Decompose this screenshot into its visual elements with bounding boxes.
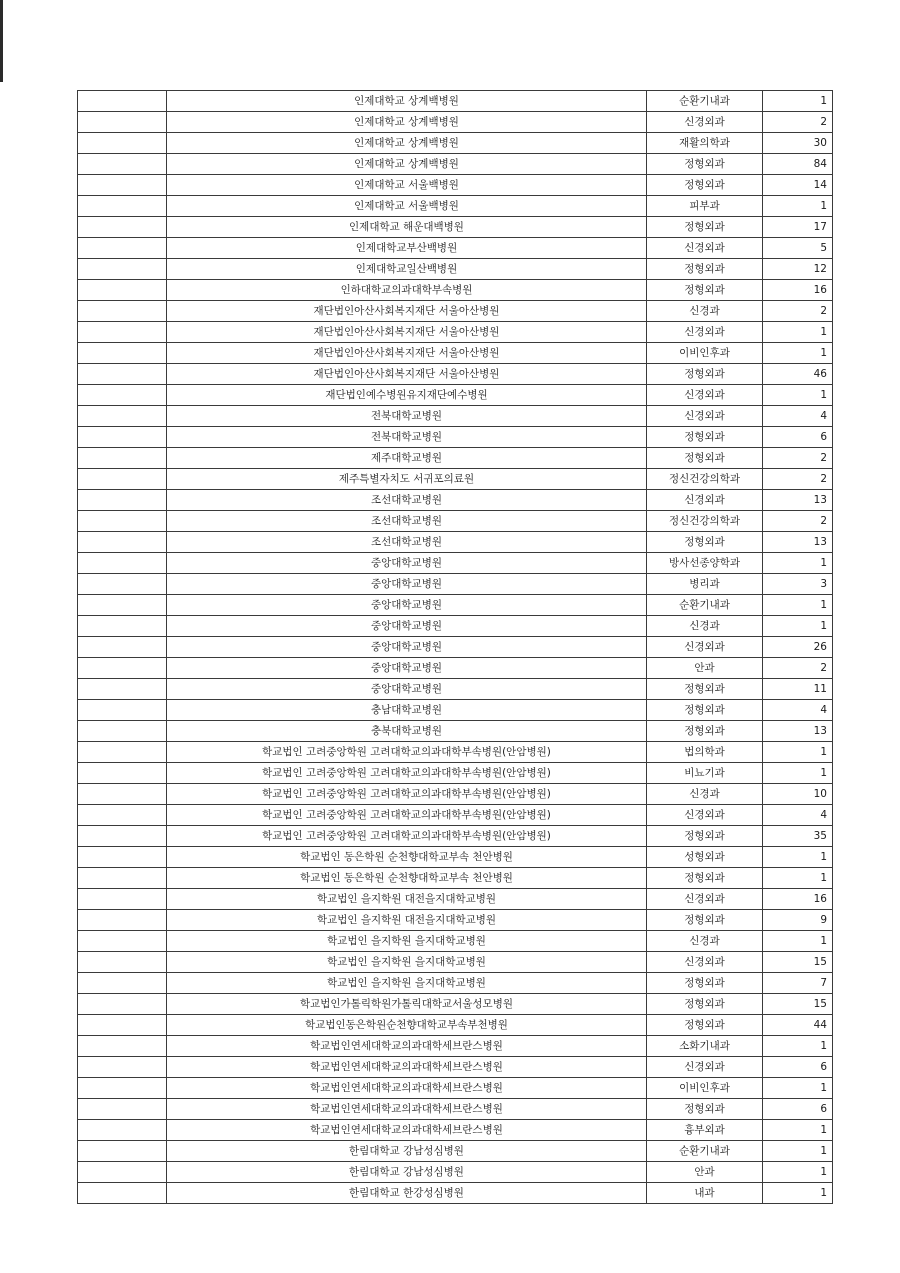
blank-cell [78, 868, 167, 889]
department-cell: 신경외과 [647, 952, 763, 973]
blank-cell [78, 1099, 167, 1120]
hospital-name-cell: 조선대학교병원 [167, 532, 647, 553]
table-row [78, 322, 833, 343]
department-cell: 신경과 [647, 784, 763, 805]
hospital-name-cell: 중앙대학교병원 [167, 658, 647, 679]
hospital-name-cell: 중앙대학교병원 [167, 553, 647, 574]
hospital-name-cell: 학교법인 을지학원 을지대학교병원 [167, 931, 647, 952]
department-cell: 정형외과 [647, 154, 763, 175]
department-cell: 정형외과 [647, 973, 763, 994]
blank-cell [78, 112, 167, 133]
blank-cell [78, 154, 167, 175]
hospital-name-cell: 한림대학교 강남성심병원 [167, 1141, 647, 1162]
count-cell: 1 [763, 1141, 833, 1162]
blank-cell [78, 784, 167, 805]
hospital-name-cell: 인제대학교 상계백병원 [167, 154, 647, 175]
department-cell: 정형외과 [647, 868, 763, 889]
table-row [78, 847, 833, 868]
department-cell: 방사선종양학과 [647, 553, 763, 574]
hospital-name-cell: 한림대학교 강남성심병원 [167, 1162, 647, 1183]
blank-cell [78, 574, 167, 595]
hospital-name-cell: 충남대학교병원 [167, 700, 647, 721]
blank-cell [78, 763, 167, 784]
table-row [78, 511, 833, 532]
table-row [78, 469, 833, 490]
department-cell: 이비인후과 [647, 343, 763, 364]
department-cell: 정형외과 [647, 280, 763, 301]
blank-cell [78, 343, 167, 364]
blank-cell [78, 679, 167, 700]
count-cell: 2 [763, 469, 833, 490]
department-cell: 신경외과 [647, 406, 763, 427]
table-row [78, 721, 833, 742]
department-cell: 성형외과 [647, 847, 763, 868]
blank-cell [78, 385, 167, 406]
hospital-name-cell: 학교법인연세대학교의과대학세브란스병원 [167, 1036, 647, 1057]
count-cell: 1 [763, 322, 833, 343]
hospital-name-cell: 인하대학교의과대학부속병원 [167, 280, 647, 301]
table-row [78, 1099, 833, 1120]
department-cell: 정형외과 [647, 700, 763, 721]
blank-cell [78, 1183, 167, 1204]
department-cell: 순환기내과 [647, 595, 763, 616]
blank-cell [78, 133, 167, 154]
hospital-name-cell: 학교법인연세대학교의과대학세브란스병원 [167, 1057, 647, 1078]
table-row [78, 259, 833, 280]
blank-cell [78, 910, 167, 931]
table-row [78, 1183, 833, 1204]
department-cell: 정형외과 [647, 175, 763, 196]
department-cell: 재활의학과 [647, 133, 763, 154]
hospital-name-cell: 학교법인 을지학원 대전을지대학교병원 [167, 889, 647, 910]
blank-cell [78, 952, 167, 973]
department-cell: 피부과 [647, 196, 763, 217]
count-cell: 16 [763, 280, 833, 301]
blank-cell [78, 511, 167, 532]
table-row [78, 868, 833, 889]
count-cell: 2 [763, 658, 833, 679]
table-row [78, 763, 833, 784]
count-cell: 14 [763, 175, 833, 196]
count-cell: 1 [763, 1036, 833, 1057]
hospital-name-cell: 학교법인 고려중앙학원 고려대학교의과대학부속병원(안암병원) [167, 784, 647, 805]
blank-cell [78, 490, 167, 511]
table-row [78, 805, 833, 826]
blank-cell [78, 364, 167, 385]
table-row [78, 406, 833, 427]
count-cell: 1 [763, 868, 833, 889]
hospital-name-cell: 재단법인아산사회복지재단 서울아산병원 [167, 301, 647, 322]
hospital-name-cell: 학교법인 고려중앙학원 고려대학교의과대학부속병원(안암병원) [167, 826, 647, 847]
blank-cell [78, 1036, 167, 1057]
table-row [78, 532, 833, 553]
count-cell: 2 [763, 301, 833, 322]
blank-cell [78, 532, 167, 553]
table-row [78, 553, 833, 574]
department-cell: 소화기내과 [647, 1036, 763, 1057]
department-cell: 정형외과 [647, 259, 763, 280]
hospital-name-cell: 학교법인연세대학교의과대학세브란스병원 [167, 1078, 647, 1099]
department-cell: 정형외과 [647, 679, 763, 700]
blank-cell [78, 448, 167, 469]
count-cell: 1 [763, 553, 833, 574]
table-row [78, 91, 833, 112]
table-row [78, 1057, 833, 1078]
table-row [78, 910, 833, 931]
count-cell: 1 [763, 1162, 833, 1183]
department-cell: 정신건강의학과 [647, 511, 763, 532]
hospital-name-cell: 인제대학교 상계백병원 [167, 112, 647, 133]
hospital-name-cell: 인제대학교 상계백병원 [167, 133, 647, 154]
count-cell: 1 [763, 1078, 833, 1099]
department-cell: 정형외과 [647, 427, 763, 448]
blank-cell [78, 1162, 167, 1183]
blank-cell [78, 1078, 167, 1099]
table-row [78, 217, 833, 238]
blank-cell [78, 196, 167, 217]
blank-cell [78, 280, 167, 301]
table-row [78, 1120, 833, 1141]
blank-cell [78, 1141, 167, 1162]
department-cell: 안과 [647, 1162, 763, 1183]
blank-cell [78, 1057, 167, 1078]
hospital-name-cell: 한림대학교 한강성심병원 [167, 1183, 647, 1204]
blank-cell [78, 805, 167, 826]
table-row [78, 427, 833, 448]
department-cell: 신경외과 [647, 322, 763, 343]
count-cell: 4 [763, 406, 833, 427]
hospital-name-cell: 재단법인예수병원유지재단예수병원 [167, 385, 647, 406]
blank-cell [78, 700, 167, 721]
department-cell: 신경외과 [647, 805, 763, 826]
hospital-name-cell: 학교법인 고려중앙학원 고려대학교의과대학부속병원(안암병원) [167, 742, 647, 763]
table-row [78, 994, 833, 1015]
blank-cell [78, 217, 167, 238]
hospital-name-cell: 중앙대학교병원 [167, 574, 647, 595]
blank-cell [78, 994, 167, 1015]
count-cell: 6 [763, 427, 833, 448]
blank-cell [78, 259, 167, 280]
table-row [78, 196, 833, 217]
department-cell: 신경외과 [647, 637, 763, 658]
table-row [78, 1162, 833, 1183]
count-cell: 1 [763, 742, 833, 763]
table-row [78, 574, 833, 595]
blank-cell [78, 175, 167, 196]
table-row [78, 238, 833, 259]
blank-cell [78, 1015, 167, 1036]
count-cell: 46 [763, 364, 833, 385]
count-cell: 6 [763, 1099, 833, 1120]
hospital-name-cell: 학교법인연세대학교의과대학세브란스병원 [167, 1099, 647, 1120]
blank-cell [78, 889, 167, 910]
table-row [78, 1015, 833, 1036]
count-cell: 13 [763, 721, 833, 742]
department-cell: 병리과 [647, 574, 763, 595]
table-row [78, 679, 833, 700]
table-row [78, 952, 833, 973]
blank-cell [78, 322, 167, 343]
hospital-name-cell: 전북대학교병원 [167, 427, 647, 448]
department-cell: 정형외과 [647, 448, 763, 469]
count-cell: 4 [763, 805, 833, 826]
department-cell: 신경외과 [647, 385, 763, 406]
blank-cell [78, 721, 167, 742]
count-cell: 1 [763, 385, 833, 406]
department-cell: 신경과 [647, 616, 763, 637]
count-cell: 44 [763, 1015, 833, 1036]
count-cell: 1 [763, 196, 833, 217]
table-row [78, 784, 833, 805]
count-cell: 1 [763, 1120, 833, 1141]
department-cell: 신경외과 [647, 238, 763, 259]
department-cell: 순환기내과 [647, 91, 763, 112]
hospital-name-cell: 학교법인 고려중앙학원 고려대학교의과대학부속병원(안암병원) [167, 805, 647, 826]
department-cell: 정형외과 [647, 1015, 763, 1036]
blank-cell [78, 91, 167, 112]
hospital-name-cell: 학교법인 을지학원 을지대학교병원 [167, 952, 647, 973]
department-cell: 비뇨기과 [647, 763, 763, 784]
hospital-name-cell: 인제대학교일산백병원 [167, 259, 647, 280]
blank-cell [78, 931, 167, 952]
hospital-name-cell: 인제대학교 해운대백병원 [167, 217, 647, 238]
blank-cell [78, 616, 167, 637]
count-cell: 16 [763, 889, 833, 910]
department-cell: 신경외과 [647, 112, 763, 133]
hospital-name-cell: 학교법인 동은학원 순천향대학교부속 천안병원 [167, 868, 647, 889]
blank-cell [78, 469, 167, 490]
hospital-name-cell: 학교법인가톨릭학원가톨릭대학교서울성모병원 [167, 994, 647, 1015]
blank-cell [78, 847, 167, 868]
table-row [78, 1036, 833, 1057]
table-row [78, 301, 833, 322]
blank-cell [78, 427, 167, 448]
hospital-name-cell: 제주대학교병원 [167, 448, 647, 469]
count-cell: 1 [763, 595, 833, 616]
blank-cell [78, 595, 167, 616]
department-cell: 신경외과 [647, 490, 763, 511]
table-row [78, 595, 833, 616]
blank-cell [78, 553, 167, 574]
department-cell: 정형외과 [647, 910, 763, 931]
blank-cell [78, 973, 167, 994]
table-row [78, 1078, 833, 1099]
table-row [78, 931, 833, 952]
hospital-name-cell: 재단법인아산사회복지재단 서울아산병원 [167, 322, 647, 343]
count-cell: 11 [763, 679, 833, 700]
count-cell: 7 [763, 973, 833, 994]
department-cell: 정신건강의학과 [647, 469, 763, 490]
hospital-name-cell: 학교법인 을지학원 대전을지대학교병원 [167, 910, 647, 931]
department-cell: 정형외과 [647, 1099, 763, 1120]
blank-cell [78, 238, 167, 259]
table-row [78, 742, 833, 763]
count-cell: 2 [763, 511, 833, 532]
hospital-name-cell: 인제대학교부산백병원 [167, 238, 647, 259]
department-cell: 안과 [647, 658, 763, 679]
department-cell: 신경외과 [647, 1057, 763, 1078]
department-cell: 신경외과 [647, 889, 763, 910]
table-row [78, 133, 833, 154]
table-row [78, 448, 833, 469]
table-row [78, 973, 833, 994]
hospital-name-cell: 재단법인아산사회복지재단 서울아산병원 [167, 364, 647, 385]
hospital-name-cell: 학교법인동은학원순천향대학교부속부천병원 [167, 1015, 647, 1036]
hospital-name-cell: 인제대학교 서울백병원 [167, 196, 647, 217]
count-cell: 1 [763, 616, 833, 637]
count-cell: 2 [763, 448, 833, 469]
count-cell: 84 [763, 154, 833, 175]
blank-cell [78, 826, 167, 847]
table-row [78, 616, 833, 637]
count-cell: 1 [763, 1183, 833, 1204]
hospital-name-cell: 학교법인 고려중앙학원 고려대학교의과대학부속병원(안암병원) [167, 763, 647, 784]
department-cell: 정형외과 [647, 532, 763, 553]
count-cell: 6 [763, 1057, 833, 1078]
table-row [78, 658, 833, 679]
hospital-name-cell: 조선대학교병원 [167, 490, 647, 511]
hospital-name-cell: 재단법인아산사회복지재단 서울아산병원 [167, 343, 647, 364]
blank-cell [78, 742, 167, 763]
hospital-name-cell: 학교법인 을지학원 을지대학교병원 [167, 973, 647, 994]
department-cell: 흉부외과 [647, 1120, 763, 1141]
department-cell: 정형외과 [647, 364, 763, 385]
count-cell: 15 [763, 994, 833, 1015]
department-cell: 정형외과 [647, 994, 763, 1015]
count-cell: 1 [763, 931, 833, 952]
blank-cell [78, 1120, 167, 1141]
hospital-name-cell: 충북대학교병원 [167, 721, 647, 742]
hospital-name-cell: 제주특별자치도 서귀포의료원 [167, 469, 647, 490]
department-cell: 순환기내과 [647, 1141, 763, 1162]
count-cell: 12 [763, 259, 833, 280]
department-cell: 정형외과 [647, 826, 763, 847]
department-cell: 정형외과 [647, 721, 763, 742]
hospital-department-table [77, 90, 833, 1204]
table-row [78, 637, 833, 658]
count-cell: 1 [763, 343, 833, 364]
count-cell: 9 [763, 910, 833, 931]
count-cell: 17 [763, 217, 833, 238]
table-row [78, 112, 833, 133]
count-cell: 1 [763, 91, 833, 112]
department-cell: 정형외과 [647, 217, 763, 238]
table-row [78, 364, 833, 385]
count-cell: 3 [763, 574, 833, 595]
department-cell: 이비인후과 [647, 1078, 763, 1099]
count-cell: 30 [763, 133, 833, 154]
count-cell: 35 [763, 826, 833, 847]
hospital-name-cell: 중앙대학교병원 [167, 637, 647, 658]
count-cell: 15 [763, 952, 833, 973]
table-row [78, 385, 833, 406]
hospital-name-cell: 인제대학교 상계백병원 [167, 91, 647, 112]
hospital-name-cell: 전북대학교병원 [167, 406, 647, 427]
hospital-name-cell: 중앙대학교병원 [167, 679, 647, 700]
count-cell: 5 [763, 238, 833, 259]
blank-cell [78, 301, 167, 322]
table-body [78, 91, 833, 1204]
blank-cell [78, 658, 167, 679]
department-cell: 신경과 [647, 931, 763, 952]
table-row [78, 175, 833, 196]
count-cell: 4 [763, 700, 833, 721]
scan-edge-mark [0, 0, 3, 82]
count-cell: 1 [763, 847, 833, 868]
table-row [78, 826, 833, 847]
hospital-name-cell: 학교법인연세대학교의과대학세브란스병원 [167, 1120, 647, 1141]
count-cell: 13 [763, 490, 833, 511]
hospital-name-cell: 인제대학교 서울백병원 [167, 175, 647, 196]
table-row [78, 490, 833, 511]
table-row [78, 700, 833, 721]
count-cell: 2 [763, 112, 833, 133]
count-cell: 13 [763, 532, 833, 553]
department-cell: 법의학과 [647, 742, 763, 763]
hospital-name-cell: 중앙대학교병원 [167, 616, 647, 637]
table-row [78, 1141, 833, 1162]
hospital-name-cell: 조선대학교병원 [167, 511, 647, 532]
table-row [78, 154, 833, 175]
count-cell: 10 [763, 784, 833, 805]
blank-cell [78, 406, 167, 427]
hospital-name-cell: 중앙대학교병원 [167, 595, 647, 616]
count-cell: 1 [763, 763, 833, 784]
table-row [78, 280, 833, 301]
department-cell: 신경과 [647, 301, 763, 322]
department-cell: 내과 [647, 1183, 763, 1204]
table-row [78, 889, 833, 910]
count-cell: 26 [763, 637, 833, 658]
hospital-name-cell: 학교법인 동은학원 순천향대학교부속 천안병원 [167, 847, 647, 868]
blank-cell [78, 637, 167, 658]
table-row [78, 343, 833, 364]
